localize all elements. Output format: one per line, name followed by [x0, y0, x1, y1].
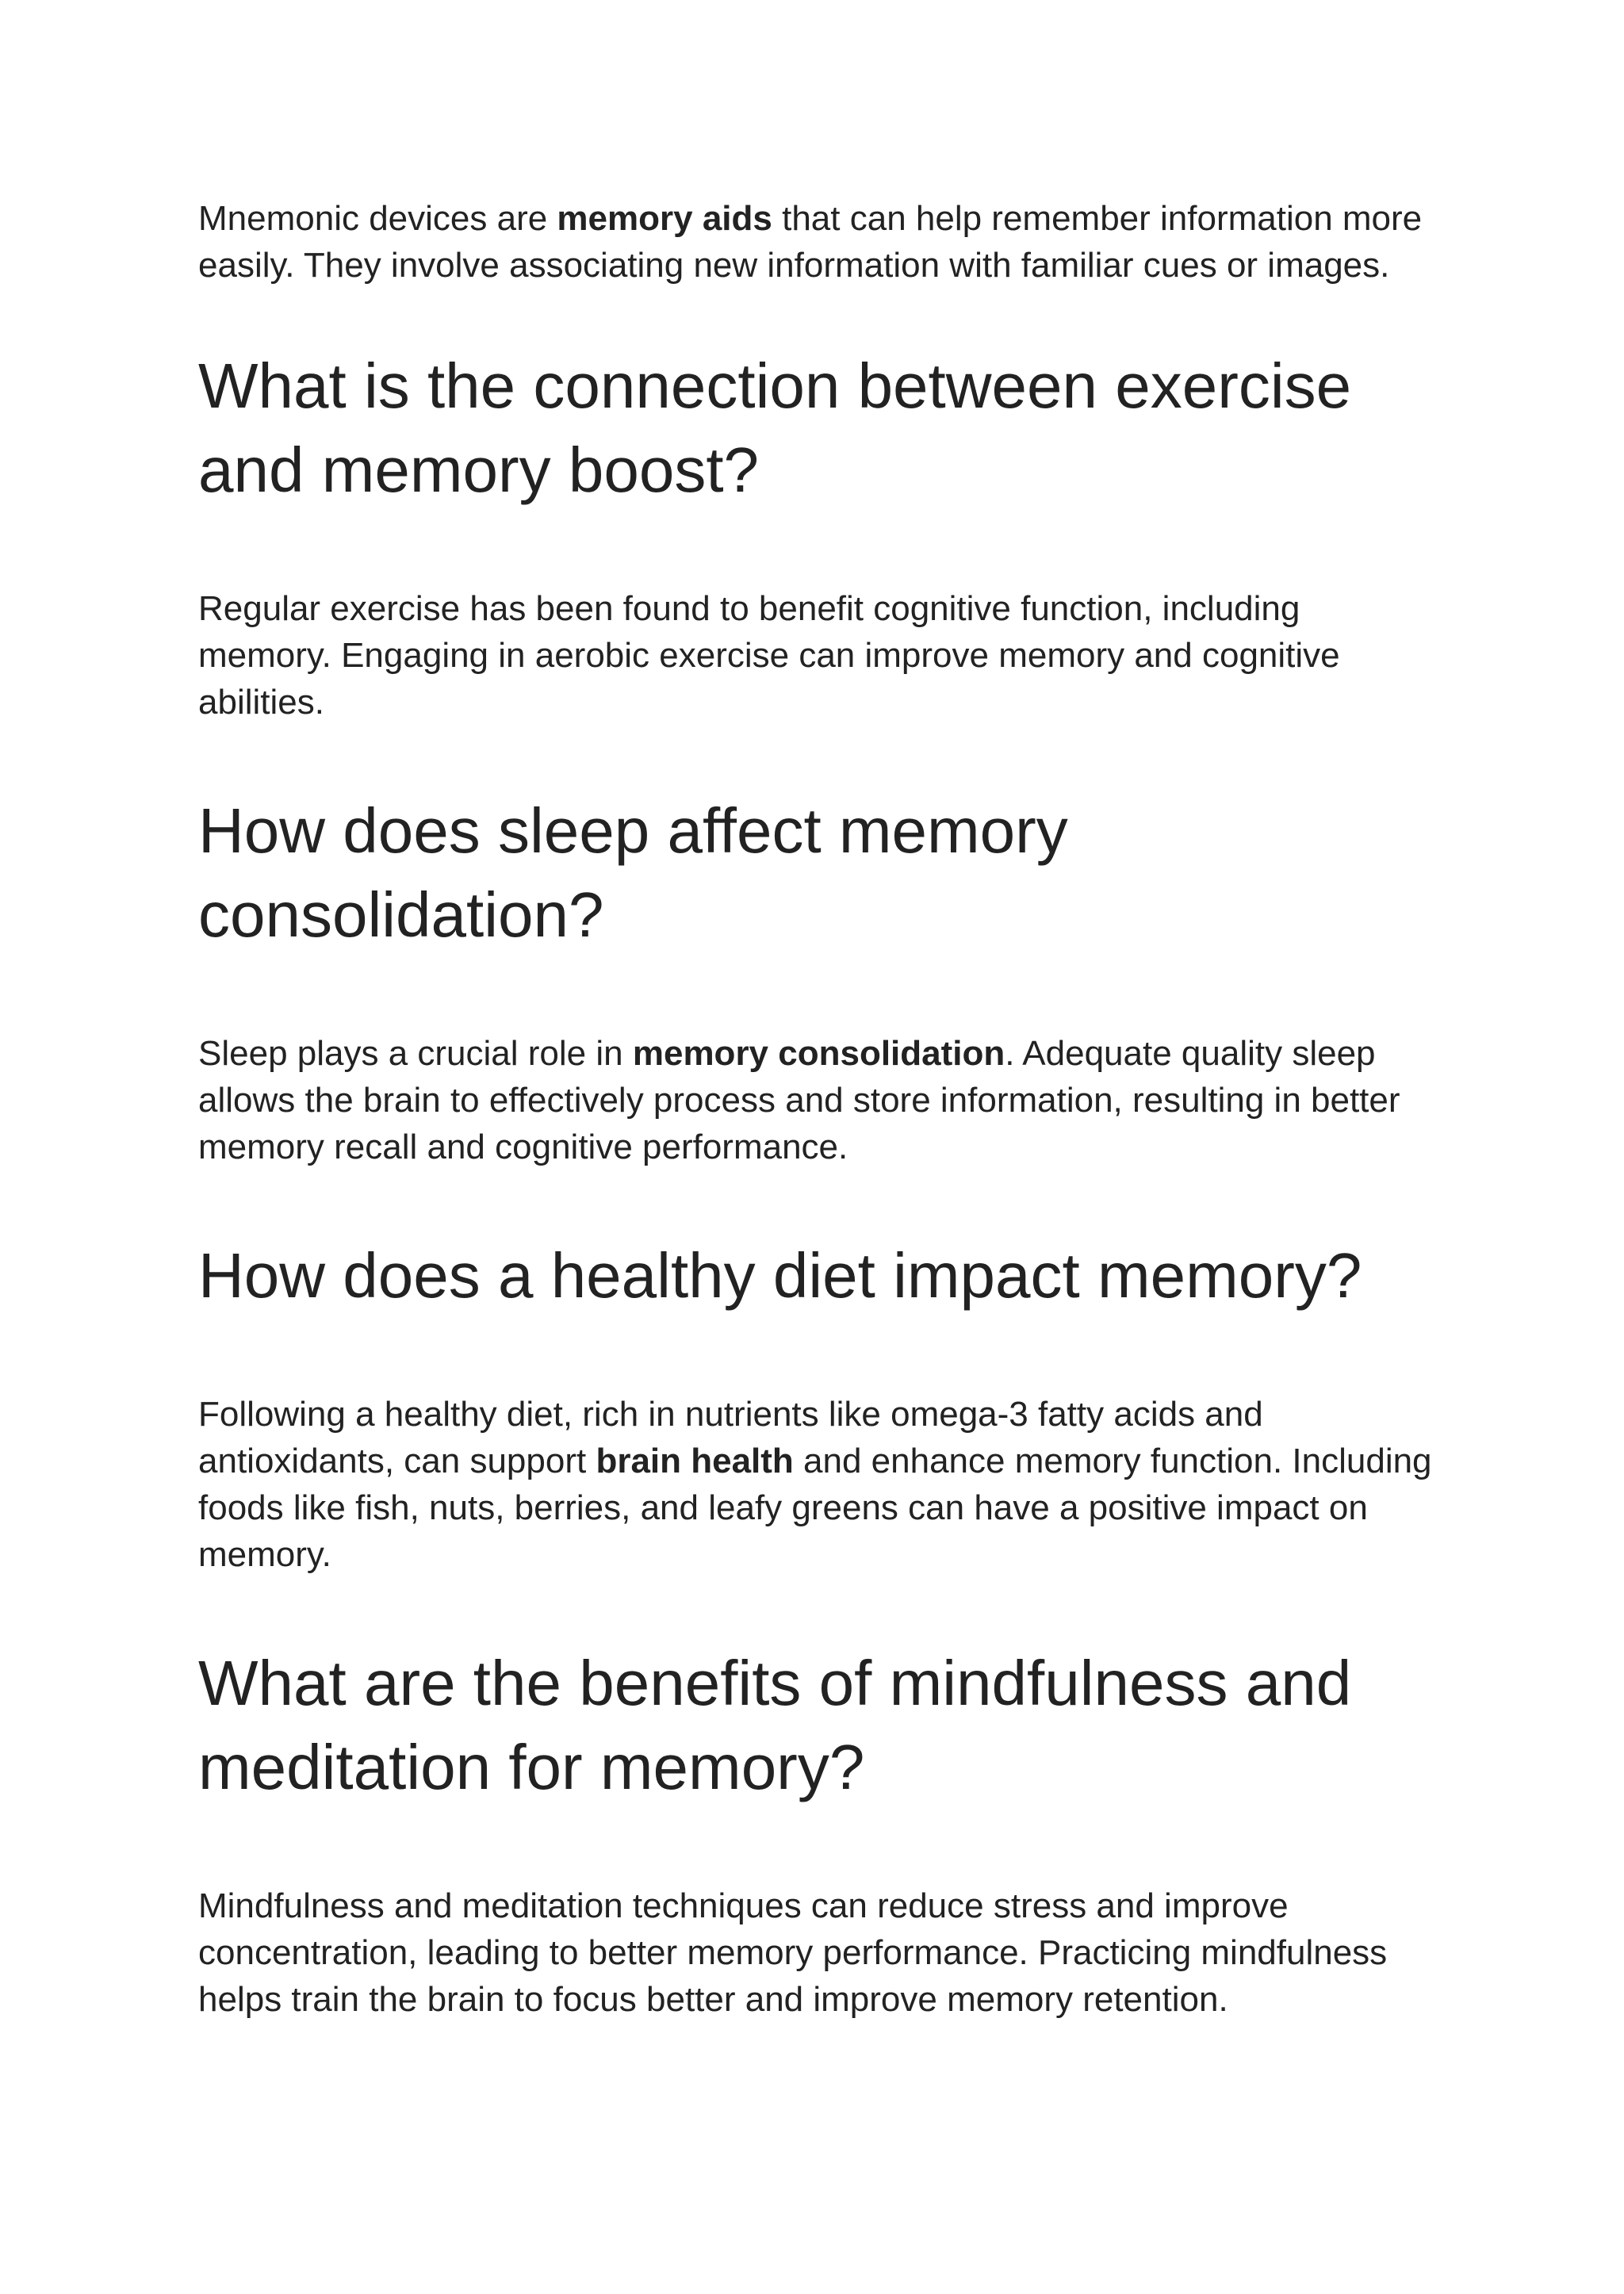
paragraph-text: Mindfulness and meditation techniques can reduce stress and improve concentration, leading to better memory performance. Practicing mindfulness helps train the brain to focus better and improve memory retention. — [198, 1886, 1388, 2019]
sleep-paragraph — [198, 1030, 1435, 1170]
paragraph-text: Sleep plays a crucial role in — [198, 1034, 633, 1073]
bold-term: brain health — [596, 1442, 794, 1480]
bold-term: memory aids — [557, 199, 772, 238]
diet-paragraph — [198, 1391, 1435, 1578]
section-heading-diet: How does a healthy diet impact memory? — [198, 1240, 1362, 1311]
paragraph-text: and enhance memory function. Including foods like fish, nuts, berries, and leafy greens can have a positive impact on memory. — [198, 1442, 1432, 1574]
paragraph-text: Mnemonic devices are — [198, 199, 557, 238]
paragraph-text: that can help remember information more easily. They involve associating new information with familiar cues or images. — [198, 199, 1423, 285]
section-heading-mindfulness: What are the benefits of mindfulness and meditation for memory? — [198, 1648, 1352, 1802]
document-page — [198, 195, 1435, 2023]
paragraph-text: Regular exercise has been found to benefit cognitive function, including memory. Engaging in aerobic exercise can improve memory and cognitive abilities. — [198, 589, 1340, 722]
mindfulness-paragraph — [198, 1882, 1435, 2023]
intro-paragraph — [198, 195, 1435, 289]
section-heading-sleep: How does sleep affect memory consolidation? — [198, 795, 1068, 950]
paragraph-text: Following a healthy diet, rich in nutrients like omega-3 fatty acids and antioxidants, can support — [198, 1395, 1263, 1480]
section-heading-exercise: What is the connection between exercise and memory boost? — [198, 350, 1352, 505]
bold-term: memory consolidation — [632, 1034, 1005, 1073]
exercise-paragraph — [198, 585, 1435, 726]
paragraph-text: . Adequate quality sleep allows the brain to effectively process and store information, resulting in better memory recall and cognitive performance. — [198, 1034, 1400, 1166]
